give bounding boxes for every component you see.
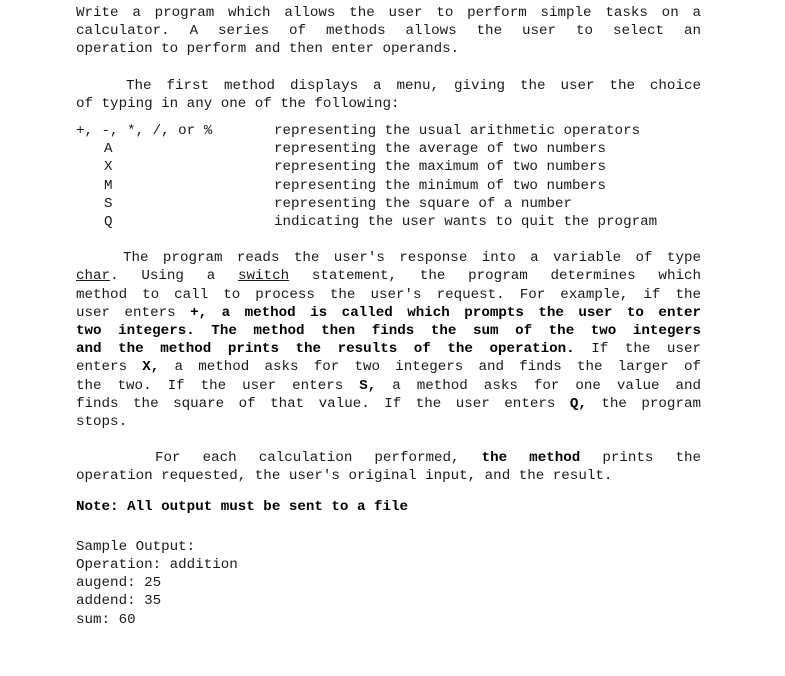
option-key: S	[104, 195, 113, 212]
option-row	[76, 213, 701, 231]
process-line: method to call to process the user's request. For example, if the	[76, 286, 701, 303]
menu-intro-line: of typing in any one of the following:	[76, 95, 400, 112]
intro-line: calculator. A series of methods allows the user to select an	[76, 23, 701, 40]
process-line: The program reads the user's response into a variable of type	[123, 250, 701, 267]
process-line: stops.	[76, 413, 128, 430]
option-row	[76, 158, 701, 176]
each-calc-paragraph	[76, 449, 701, 485]
sample-output	[76, 538, 701, 629]
sample-output-line: Operation: addition	[76, 556, 238, 573]
each-calc-line: For each calculation performed, the method prints the	[155, 450, 702, 467]
sample-output-heading: Sample Output:	[76, 538, 196, 555]
each-calc-line: operation requested, the user's original input, and the result.	[76, 468, 613, 485]
option-description: indicating the user wants to quit the program	[274, 213, 658, 230]
sample-output-line: addend: 35	[76, 593, 162, 610]
option-row	[76, 122, 701, 140]
intro-paragraph	[76, 4, 701, 59]
char-keyword: char	[76, 268, 111, 285]
option-key: Q	[104, 213, 113, 230]
process-paragraph	[76, 249, 701, 431]
option-key: M	[104, 177, 113, 194]
intro-line: Write a program which allows the user to perform simple tasks on a	[76, 5, 701, 21]
process-line: user enters +, a method is called which prompts the user to enter	[76, 304, 701, 321]
menu-intro-line: The first method displays a menu, giving the user the choice	[126, 77, 701, 94]
document-page	[76, 4, 701, 629]
process-line: the two. If the user enters S, a method asks for one value and	[76, 377, 701, 394]
sample-output-line: augend: 25	[76, 575, 162, 592]
option-row	[76, 195, 701, 213]
switch-keyword: switch	[238, 268, 290, 285]
process-line: two integers. The method then finds the sum of the two integers	[76, 322, 701, 339]
process-line: char. Using a switch statement, the program determines which	[76, 268, 702, 285]
process-line: and the method prints the results of the operation. If the user	[76, 341, 701, 358]
option-key: A	[104, 141, 113, 158]
process-line: finds the square of that value. If the user enters Q, the program	[76, 395, 701, 412]
option-key: X	[104, 159, 113, 176]
menu-intro-paragraph	[76, 77, 701, 113]
option-row	[76, 177, 701, 195]
option-description: representing the usual arithmetic operators	[274, 123, 641, 140]
sample-output-line: sum: 60	[76, 611, 136, 628]
option-description: representing the average of two numbers	[274, 141, 607, 158]
process-line: enters X, a method asks for two integers and finds the larger of	[76, 359, 701, 376]
intro-line: operation to perform and then enter operands.	[76, 41, 460, 58]
options-list	[76, 122, 701, 231]
option-description: representing the minimum of two numbers	[274, 177, 607, 194]
option-key: +, -, *, /, or %	[76, 123, 213, 140]
option-description: representing the maximum of two numbers	[274, 159, 607, 176]
output-note: Note: All output must be sent to a file	[76, 498, 409, 515]
option-row	[76, 140, 701, 158]
option-description: representing the square of a number	[274, 195, 572, 212]
